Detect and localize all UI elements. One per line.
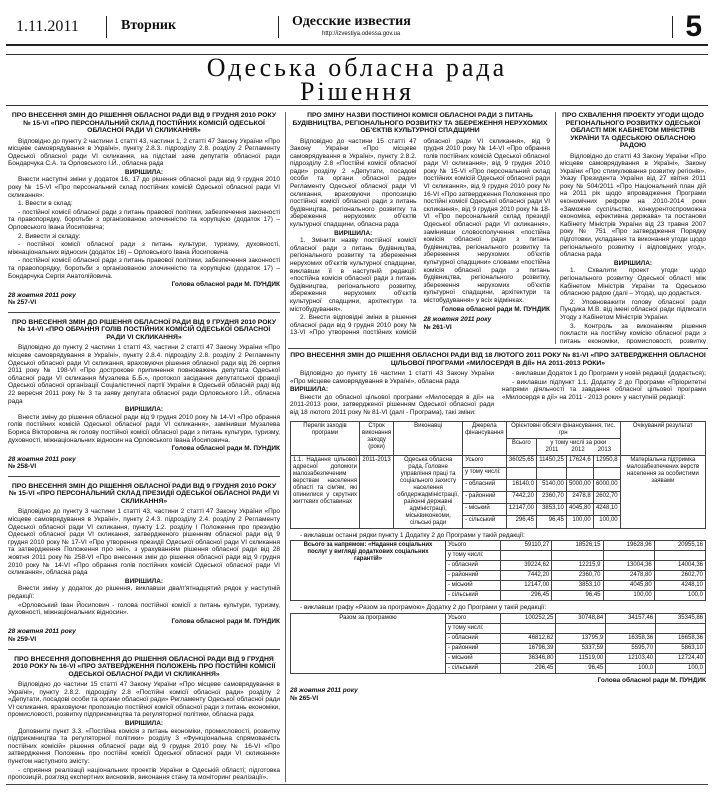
year-cell: 16358,36 <box>606 633 656 643</box>
year-cell: 96,45 <box>552 591 603 601</box>
signature: Голова обласної ради М. ПУНДИК <box>171 281 280 289</box>
year-cell: 12103,40 <box>606 653 656 663</box>
paragraph: 1. Змінити назву постійної комісії обласної ради з питань будівництва, регіонального розвитку та збереження нерухомих об'єктів культурної спадщини, виклавши її в наступній редакції: «постійна комісія обласної ради з питань будівництва, регіонального розвитку, збереження нерухомих об'єктів культурної спадщини, архітектури та містобудування». <box>290 237 417 313</box>
paragraph: - постійної комісії обласної ради з питань правової політики, забезпечення законності та правопорядку, боротьби з організованою злочинністю та корупцією (додаток 17) – Бондарчука Сергія Анатолійовича. <box>8 257 280 280</box>
decides-label: ВИРІШИЛА: <box>124 720 164 728</box>
header-divider <box>278 16 279 38</box>
year-cell: 96,45 <box>536 516 566 528</box>
year-cell: 100,0 <box>654 591 705 601</box>
paragraph: Внести до обласної цільової програми «Милосердя в дії» на 2011-2013 роки, затвердженої рішенням Одеської обласної ради від 18 лютого 2011 року № 81-VI (далі - Програма), такі зміни: <box>290 393 494 416</box>
intro-right <box>502 370 706 418</box>
year-cell: 100,0 <box>606 663 656 673</box>
executors-cell: Одеська обласна рада, Головне управління праці та соціального захисту населення облдержадміністрації, районні державні адміністрації, міськвиконкоми, сільські ради <box>394 455 463 528</box>
decision-title: ПРО ВНЕСЕННЯ ДОПОВНЕННЯ ДО РІШЕННЯ ОБЛАСНОЇ РАДИ ВІД 9 ГРУДНЯ 2010 РОКУ № 16-VI «ПРО ЗАТВЕРДЖЕННЯ ПОЛОЖЕНЬ ПРО ПОСТІЙНІ КОМІСІЇ ОДЕСЬКОЇ ОБЛАСНОЇ РАДИ VI СКЛИКАННЯ» <box>12 655 276 678</box>
year-cell: 5140,00 <box>536 479 566 491</box>
source-cell: - обласний <box>446 633 501 643</box>
signature: Голова обласної ради М. ПУНДИК <box>171 617 280 625</box>
source-cell: Усього <box>463 455 507 467</box>
source-cell: - міський <box>463 504 507 516</box>
table-row <box>291 455 706 467</box>
paragraph: Відповідно до пункту 3 частини 1 статті 43, частини 2 статті 47 Закону України «Про місцеве самоврядування в Україні», пункту 2.4.3. підрозділу 2.4. розділу 2 Регламенту Одеської обласної ради VI скликання, пункту 1.2. розділу I Положення про президію Одеської обласної ради VI скликання, затвердженого рішенням обласної ради від 9 грудня 2010 року № 17-VI «Про утворення президії Одеської обласної ради VI скликання та затвердження Положення про неї», з урахуванням рішення обласної ради від 28 жовтня 2011 року № 258-VI «Про внесення змін до рішення обласної ради від 9 грудня 2010 року № 14-VI «Про обрання голів постійних комісій Одеської обласної ради VI скликання», обласна рада <box>8 508 280 577</box>
year-cell: 16658,36 <box>656 633 706 643</box>
masthead-title: Одеська обласна рада <box>206 53 508 82</box>
total-cell: 100252,25 <box>501 613 556 623</box>
total-cell <box>501 623 556 633</box>
year-cell <box>536 467 566 479</box>
decision-title: ПРО ВНЕСЕННЯ ЗМІН ДО РІШЕННЯ ОБЛАСНОЇ РАДИ ВІД 9 ГРУДНЯ 2010 РОКУ № 15-VI «ПРО ПЕРСОНАЛЬНИЙ СКЛАД ПОСТІЙНИХ КОМІСІЙ ОДЕСЬКОЇ ОБЛАСНОЇ РАДИ VI СКЛИКАННЯ» <box>11 112 277 134</box>
decision-title: ПРО ВНЕСЕННЯ ЗМІН ДО РІШЕННЯ ОБЛАСНОЇ РАДИ ВІД 18 ЛЮТОГО 2011 РОКУ № 81-VI «ПРО ЗАТВЕРДЖЕННЯ ОБЛАСНОЇ ЦІЛЬОВОЇ ПРОГРАМИ «МИЛОСЕРДЯ В ДІЇ» НА 2011-2013 РОКИ» <box>290 352 706 367</box>
decision-title: ПРО ВНЕСЕННЯ ЗМІН ДО РІШЕННЯ ОБЛАСНОЇ РАДИ ВІД 9 ГРУДНЯ 2010 РОКУ № 15-VI «ПРО ПЕРСОНАЛЬНИЙ СКЛАД ПРЕЗИДІЇ ОДЕСЬКОЇ ОБЛАСНОЇ РАДИ VI СКЛИКАННЯ» <box>8 482 280 505</box>
page-number: 5 <box>685 10 702 43</box>
year: 2011 <box>545 446 559 453</box>
paragraph: «Орловський Іван Йосипович - голова постійної комісії з питань культури, туризму, духовності, міжнаціональних відносин». <box>8 601 280 617</box>
intro-columns <box>290 370 706 418</box>
paragraph: - постійної комісії обласної ради з питань правової політики, забезпечення законності та правопорядку, боротьби з організованою злочинністю та корупцією (додаток 17) – Орловського Івана Йосиповича; <box>8 208 280 232</box>
year-cell: 19628,96 <box>603 541 654 551</box>
year-cell: 5595,70 <box>606 643 656 653</box>
year-cell: 4045,80 <box>566 504 593 516</box>
decides-label: ВИРІШИЛА: <box>124 168 164 176</box>
year-cell: 4248,10 <box>654 581 705 591</box>
years-row <box>539 447 618 454</box>
page-header <box>6 10 708 46</box>
paragraph: - виклавши останні рядки пункту 1 Додатку 2 до Програми у такій редакції: <box>300 531 525 539</box>
source-cell: - районний <box>463 492 507 504</box>
result-cell: Матеріальна підтримка малозабезпечених верств населення за особистими заявами <box>620 455 705 528</box>
year-cell <box>606 623 656 633</box>
paragraph: 1. Схвалити проект угоди щодо регіонального розвитку Одеської області між Кабінетом Міністрів України та Одеською обласною радою (далі – Угода), що додається. <box>560 267 706 298</box>
col-header: Виконавці <box>394 421 463 455</box>
total-cell: 46812,62 <box>501 633 556 643</box>
year-cell: 4045,80 <box>603 581 654 591</box>
decision-number: № 265-VI <box>290 694 319 702</box>
year-cell <box>566 467 593 479</box>
year-cell: 2360,70 <box>552 571 603 581</box>
signature: Голова обласної ради М. ПУНДИК <box>441 305 550 313</box>
col-header: Строк виконання заходу (роки) <box>360 421 394 455</box>
year-cell: 96,45 <box>556 663 606 673</box>
funding-table-direction <box>290 540 706 601</box>
year-cell <box>556 623 606 633</box>
year-cell: 2478,80 <box>603 571 654 581</box>
total-cell: 59110,27 <box>501 541 552 551</box>
newspaper-url[interactable]: http://izvestiya.odessa.gov.ua <box>322 31 401 37</box>
year-cell <box>656 623 706 633</box>
total-cell: 39224,62 <box>501 561 552 571</box>
measure-cell: 1.1. Надання цільової адресної допомоги малозабезпеченим верствам населення області та сім'ям, які опинилися у скрутних життєвих обставинах <box>291 455 360 528</box>
total-cell <box>506 467 536 479</box>
source-cell: - сільський <box>446 591 501 601</box>
decision-number: № 258-VI <box>8 463 37 471</box>
year-cell: 11450,25 <box>536 455 566 467</box>
funding-table-total <box>290 613 706 674</box>
paragraph: - постійної комісії обласної ради з питань культури, туризму, духовності, міжнаціональних відносин (додаток 16) – Орловського Івана Йосиповича <box>8 241 280 256</box>
total-cell: 12147,00 <box>501 581 552 591</box>
year-cell: 20955,16 <box>654 541 705 551</box>
decision-257 <box>8 112 280 307</box>
paragraph: Внести зміну у додаток до рішення, виклавши два/п'ятнадцятий рядок у наступній редакції: <box>8 585 280 600</box>
year-cell: 30748,84 <box>556 613 606 623</box>
paragraph: Відповідно до пункту 2 частини 1 статті 43, частини 2 статті 47 Закону України «Про місцеве самоврядування в Україні», пункту 2.8.4. підрозділу 2.8. розділу 2 Регламенту Одеської обласної ради VI скликання, враховуючи рішення обласної ради від 26 серпня 2011 року № 198-VI «Про дострокове припинення повноважень депутата Одеської обласної ради VI скликання Музалева Б.Б.», протокол засідання депутатської фракції Одеської обласної організації Соціалістичної партії України в Одеській обласній раді від 22 вересня 2011 року № 3 та заяву депутата обласної ради Орловського І.Й., обласна рада <box>8 344 280 405</box>
col-header: Перелік заходів програми <box>291 421 360 455</box>
paragraph: 3. Контроль за виконанням рішення покласти на постійну комісію обласної ради з питань економіки, промисловості, розвитку <box>560 322 706 344</box>
column-divider <box>285 112 286 782</box>
total-cell <box>501 551 552 561</box>
section-masthead <box>6 54 708 106</box>
col-header: Орієнтовні обсяги фінансування, тис. грн <box>506 421 620 438</box>
decision-date: 28 жовтня 2011 року <box>8 628 76 636</box>
decides-label: ВИРІШИЛА: <box>613 259 653 267</box>
paragraph: - сприяння реалізації національних проектів України в Одеській області; підготовка пропозицій, розгляд експертних висновків, виконання стану та моніторинг реалізації». <box>8 766 280 782</box>
total-cell: 7442,20 <box>501 571 552 581</box>
year-cell: 3853,10 <box>536 504 566 516</box>
decision-date: 28 жовтня 2011 року <box>423 316 492 324</box>
col-header <box>536 438 620 455</box>
divider <box>8 312 280 313</box>
total-cell: 7442,20 <box>506 492 536 504</box>
total-cell: 296,45 <box>501 591 552 601</box>
source-cell: у тому числі: <box>463 467 507 479</box>
year-cell: 2360,70 <box>536 492 566 504</box>
year-cell: 34157,46 <box>606 613 656 623</box>
year-cell: 13004,36 <box>603 561 654 571</box>
bottom-rule <box>6 784 708 785</box>
decision-258 <box>8 319 280 471</box>
paragraph: Внести наступні зміни у додаток 16, 17 до рішення обласної ради від 9 грудня 2010 року № 15-VI «Про персональний склад постійних комісій Одеської обласної ради VI скликання»: <box>8 176 280 199</box>
year-cell: 14004,36 <box>654 561 705 571</box>
total-cell: 36346,80 <box>501 653 556 663</box>
paragraph: Відповідно до статті 43 Закону України «Про місцеве самоврядування в Україні», Закону України «Про стимулювання розвитку регіонів», Указу Президента України від 27 квітня 2011 року № 504/2011 «Про Національний план дій на 2011 рік щодо впровадження Програми економічних реформ на 2010-2014 роки «Заможне суспільство, конкурентоспроможна економіка, ефективна держава» та постанови Кабінету Міністрів України від 23 травня 2007 року № 751 «Про затвердження Порядку підготовки, укладання та виконання угоди щодо регіонального розвитку і відповідних угод», обласна рада <box>560 152 706 259</box>
source-cell: у тому числі: <box>446 623 501 633</box>
year-cell: 100,00 <box>603 591 654 601</box>
source-cell: - сільський <box>463 516 507 528</box>
year-cell: 17624,6 <box>566 455 593 467</box>
year-cell: 12724,40 <box>656 653 706 663</box>
source-cell: - обласний <box>463 479 507 491</box>
signature: Голова обласної ради М. ПУНДИК <box>171 445 280 453</box>
source-cell: Усього <box>446 541 501 551</box>
total-cell: 12147,00 <box>506 504 536 516</box>
table-row <box>291 541 706 551</box>
source-cell: у тому числі: <box>446 551 501 561</box>
year-cell: 3853,10 <box>552 581 603 591</box>
decides-label: ВИРІШИЛА: <box>290 386 329 394</box>
total-cell: 296,45 <box>506 516 536 528</box>
term-cell: 2011-2013 <box>360 455 394 528</box>
issue-weekday: Вторник <box>121 18 177 33</box>
year-cell: 5337,59 <box>556 643 606 653</box>
source-cell: - обласний <box>446 561 501 571</box>
header-divider <box>106 16 107 38</box>
decision-number: № 259-VI <box>8 635 37 643</box>
paragraph: Відповідно до пункту 16 частини 1 статті 43 Закону України «Про місцеве самоврядування в Україні», обласна рада <box>290 370 494 385</box>
year-cell: 18526,15 <box>552 541 603 551</box>
table-row <box>291 613 706 623</box>
source-cell: - сільський <box>446 663 501 673</box>
decision-title: ПРО ВНЕСЕННЯ ЗМІН ДО РІШЕННЯ ОБЛАСНОЇ РАДИ ВІД 9 ГРУДНЯ 2010 РОКУ № 14-VI «ПРО ОБРАННЯ ГОЛІВ ПОСТІЙНИХ КОМІСІЙ ОДЕСЬКОЇ ОБЛАСНОЇ РАДИ VI СКЛИКАННЯ» <box>11 318 277 341</box>
header-divider <box>672 16 673 38</box>
decision-date: 28 жовтня 2011 року <box>290 687 358 695</box>
table-body <box>291 613 706 673</box>
year-cell: 2478,8 <box>566 492 593 504</box>
paragraph: Доповнити пункт 3.3. «Постійна комісія з питань економіки, промисловості, розвитку підприємництва та регуляторної політики» розділу 3 «Функціональна спрямованість постійних комісій» рішення обласної ради від 9 грудня 2010 року № 16-VI «Про затвердження Положень про постійні комісії Одеської обласної ради VI скликання» пунктом наступного змісту: <box>8 727 280 765</box>
year-cell: 100,00 <box>593 516 620 528</box>
column-middle <box>290 112 550 344</box>
year-cell: 4248,10 <box>593 504 620 516</box>
decision-259 <box>8 483 280 644</box>
col-header: Всього <box>506 438 536 455</box>
source-cell: - районний <box>446 571 501 581</box>
divider <box>8 649 280 650</box>
source-cell: - міський <box>446 653 501 663</box>
col-header: Джерела фінансування <box>463 421 507 455</box>
year-cell <box>552 551 603 561</box>
paragraph: Відповідно до частини 15 статті 47 Закону України «Про місцеве самоврядування в Україні», пункту 2.8.2. підрозділу 2.8 «Постійні комісії обласної ради» розділу 2 «Депутати, посадові особи та органи обласної ради» Регламенту Одеської обласної ради VI скликання, враховуючи пропозицію постійної комісії обласної ради з питань економіки, промисловості, розвитку підприємництва та регуляторної політики, обласна рада <box>8 681 280 719</box>
decision-title: ПРО СХВАЛЕННЯ ПРОЕКТУ УГОДИ ЩОДО РЕГІОНАЛЬНОГО РОЗВИТКУ ОДЕСЬКОЇ ОБЛАСТІ МІЖ КАБІНЕТОМ МІНІСТРІВ УКРАЇНИ ТА ОДЕСЬКОЮ ОБЛАСНОЮ РАДОЮ <box>562 112 704 149</box>
paragraph: Відповідно до частини 15 статті 47 Закону України «Про місцеве самоврядування в Україні», пункту 2.8.2. підрозділу 2.8 «Постійні комісії обласної ради» розділу 2 «Депутати, посадові особи та органи обласної ради» Регламенту Одеської обласної ради VI скликання, враховуючи пропозицію постійної комісії обласної ради з питань будівництва, регіонального розвитку та збереження нерухомих об'єктів культурної спадщини, обласна рада <box>290 137 417 229</box>
decides-label: ВИРІШИЛА: <box>334 229 373 237</box>
paragraph: Відповідно до пункту 2 частини 1 статті 43, частини 1, 2 статті 47 Закону України «Про місцеве самоврядування в Україні», пункту 2.8.3. підрозділу 2.8. розділу 2 Регламенту Одеської обласної ради VI скликання, на підставі заяв депутатів обласної ради Бондарчука С.А. та Орловського І.Й., обласна рада <box>8 137 280 168</box>
decision-date: 28 жовтня 2011 року <box>8 455 76 463</box>
year-cell: 2602,70 <box>593 492 620 504</box>
year-cell: 2602,70 <box>654 571 705 581</box>
direction-label-cell: Всього за напрямом: «Надання соціальних послуг у вигляді додаткових соціальних гарантій» <box>291 541 446 601</box>
paragraph: - виклавши графу «Разом за програмою» Додатку 2 до Програми у такій редакції: <box>300 604 547 612</box>
year-cell <box>654 551 705 561</box>
newspaper-name: Одесские известия <box>292 14 411 29</box>
paragraph: 1. Ввести в склад: <box>18 200 73 208</box>
paragraph: - виклавши Додаток 1 до Програми у новій редакції (додається); <box>512 370 706 377</box>
signature: Голова обласної ради М. ПУНДИК <box>597 676 706 684</box>
decision-number: № 261-VI <box>423 323 452 331</box>
decision-265 <box>290 352 706 782</box>
year-cell: 11519,00 <box>556 653 606 663</box>
year-cell: 6000,00 <box>593 479 620 491</box>
table-body <box>291 455 706 528</box>
total-cell: 16140,0 <box>506 479 536 491</box>
year-cell <box>603 551 654 561</box>
year-cell: 5000,00 <box>566 479 593 491</box>
issue-date: 1.11.2011 <box>16 18 79 35</box>
paragraph: - виклавши підпункт 1.1. Додатку 2 до Програми «Пріоритетні напрями діяльності та завдання обласної цільової програми «Милосердя в дії» на 2011 - 2013 роки» у наступній редакції: <box>502 378 706 401</box>
year: 2013 <box>597 446 612 453</box>
paragraph: 2. Вивести зі складу: <box>18 232 81 240</box>
year-cell: 100,00 <box>566 516 593 528</box>
intro-left <box>290 370 494 418</box>
table-body <box>291 541 706 601</box>
decision-date: 28 жовтня 2011 року <box>8 291 76 299</box>
paragraph: 2. Уповноважити голову обласної ради Пундика М.В. від імені обласної ради підписати Угоду з Кабінетом Міністрів України. <box>560 298 706 321</box>
total-cell: 296,45 <box>501 663 556 673</box>
decision-number: № 257-VI <box>8 299 37 307</box>
col-header: Очікуваний результат <box>620 421 705 455</box>
year-cell: 12215,9 <box>552 561 603 571</box>
column-right <box>560 112 706 344</box>
year-cell <box>593 467 620 479</box>
total-cell: 36025,65 <box>506 455 536 467</box>
decision-title: ПРО ЗМІНУ НАЗВИ ПОСТІЙНОЇ КОМІСІЇ ОБЛАСНОЇ РАДИ З ПИТАНЬ БУДІВНИЦТВА, РЕГІОНАЛЬНОГО РОЗВИТКУ ТА ЗБЕРЕЖЕННЯ НЕРУХОМИХ ОБ'ЄКТІВ КУЛЬТУРНОЇ СПАДЩИНИ <box>292 112 548 134</box>
source-cell: - міський <box>446 581 501 591</box>
masthead-subtitle: Рішення <box>299 77 415 106</box>
column-divider <box>555 112 556 344</box>
year-cell: 35345,86 <box>656 613 706 623</box>
decides-label: ВИРІШИЛА: <box>124 577 164 585</box>
source-cell: - районний <box>446 643 501 653</box>
year: 2012 <box>571 446 585 453</box>
decision-260 <box>8 656 280 782</box>
source-cell: Усього <box>446 613 501 623</box>
col-subheader: у тому числі за роки <box>550 439 607 446</box>
year-cell: 13795,9 <box>556 633 606 643</box>
year-cell: 100,0 <box>656 663 706 673</box>
year-cell: 5863,10 <box>656 643 706 653</box>
paragraph: 2. Внести відповідні зміни в рішення обласної ради від 9 грудня 2010 року № 13-VI «Про утворення постійних комісій обласної ради VI скликання», від 9 грудня 2010 року № 14-VI «Про обрання голів постійних комісій Одеської обласної ради VI скликання», від 9 грудня 2010 року № 15-VI «Про персональний склад постійних комісій Одеської обласної ради VI скликання», від 9 грудня 2010 року № 16-VI «Про затвердження Положення про постійні комісії Одеської обласної ради VI скликання», від 9 грудня 2010 року № 18-VI «Про персональний склад президії Одеської обласної ради VI скликання», замінивши словосполучення «постійна комісія обласної ради з питань будівництва, регіонального розвитку та збереження нерухомих об'єктів культурної спадщини» словами «постійна комісія обласної ради з питань будівництва, регіонального розвитку, збереження нерухомих об'єктів культурної спадщини, архітектури та містобудування» у всіх відмінках. <box>290 137 550 337</box>
total-cell: 16796,39 <box>501 643 556 653</box>
section-divider <box>288 348 708 349</box>
decides-label: ВИРІШИЛА: <box>124 406 164 414</box>
paragraph: Внести зміну до рішення обласної ради від 9 грудня 2010 року № 14-VI «Про обрання голів постійних комісій Одеської обласної ради VI скликання», замінивши Музалева Бориса Вікторовича як голову постійної комісії обласної ради з питань культури, туризму, духовності, міжнаціональних відносин на Орловського Івана Йосиповича. <box>8 413 280 444</box>
direction-label-cell: Разом за програмою <box>291 613 446 673</box>
funding-table-measure <box>290 421 706 529</box>
divider <box>8 476 280 477</box>
year-cell: 12950,8 <box>593 455 620 467</box>
column-left <box>8 112 280 782</box>
